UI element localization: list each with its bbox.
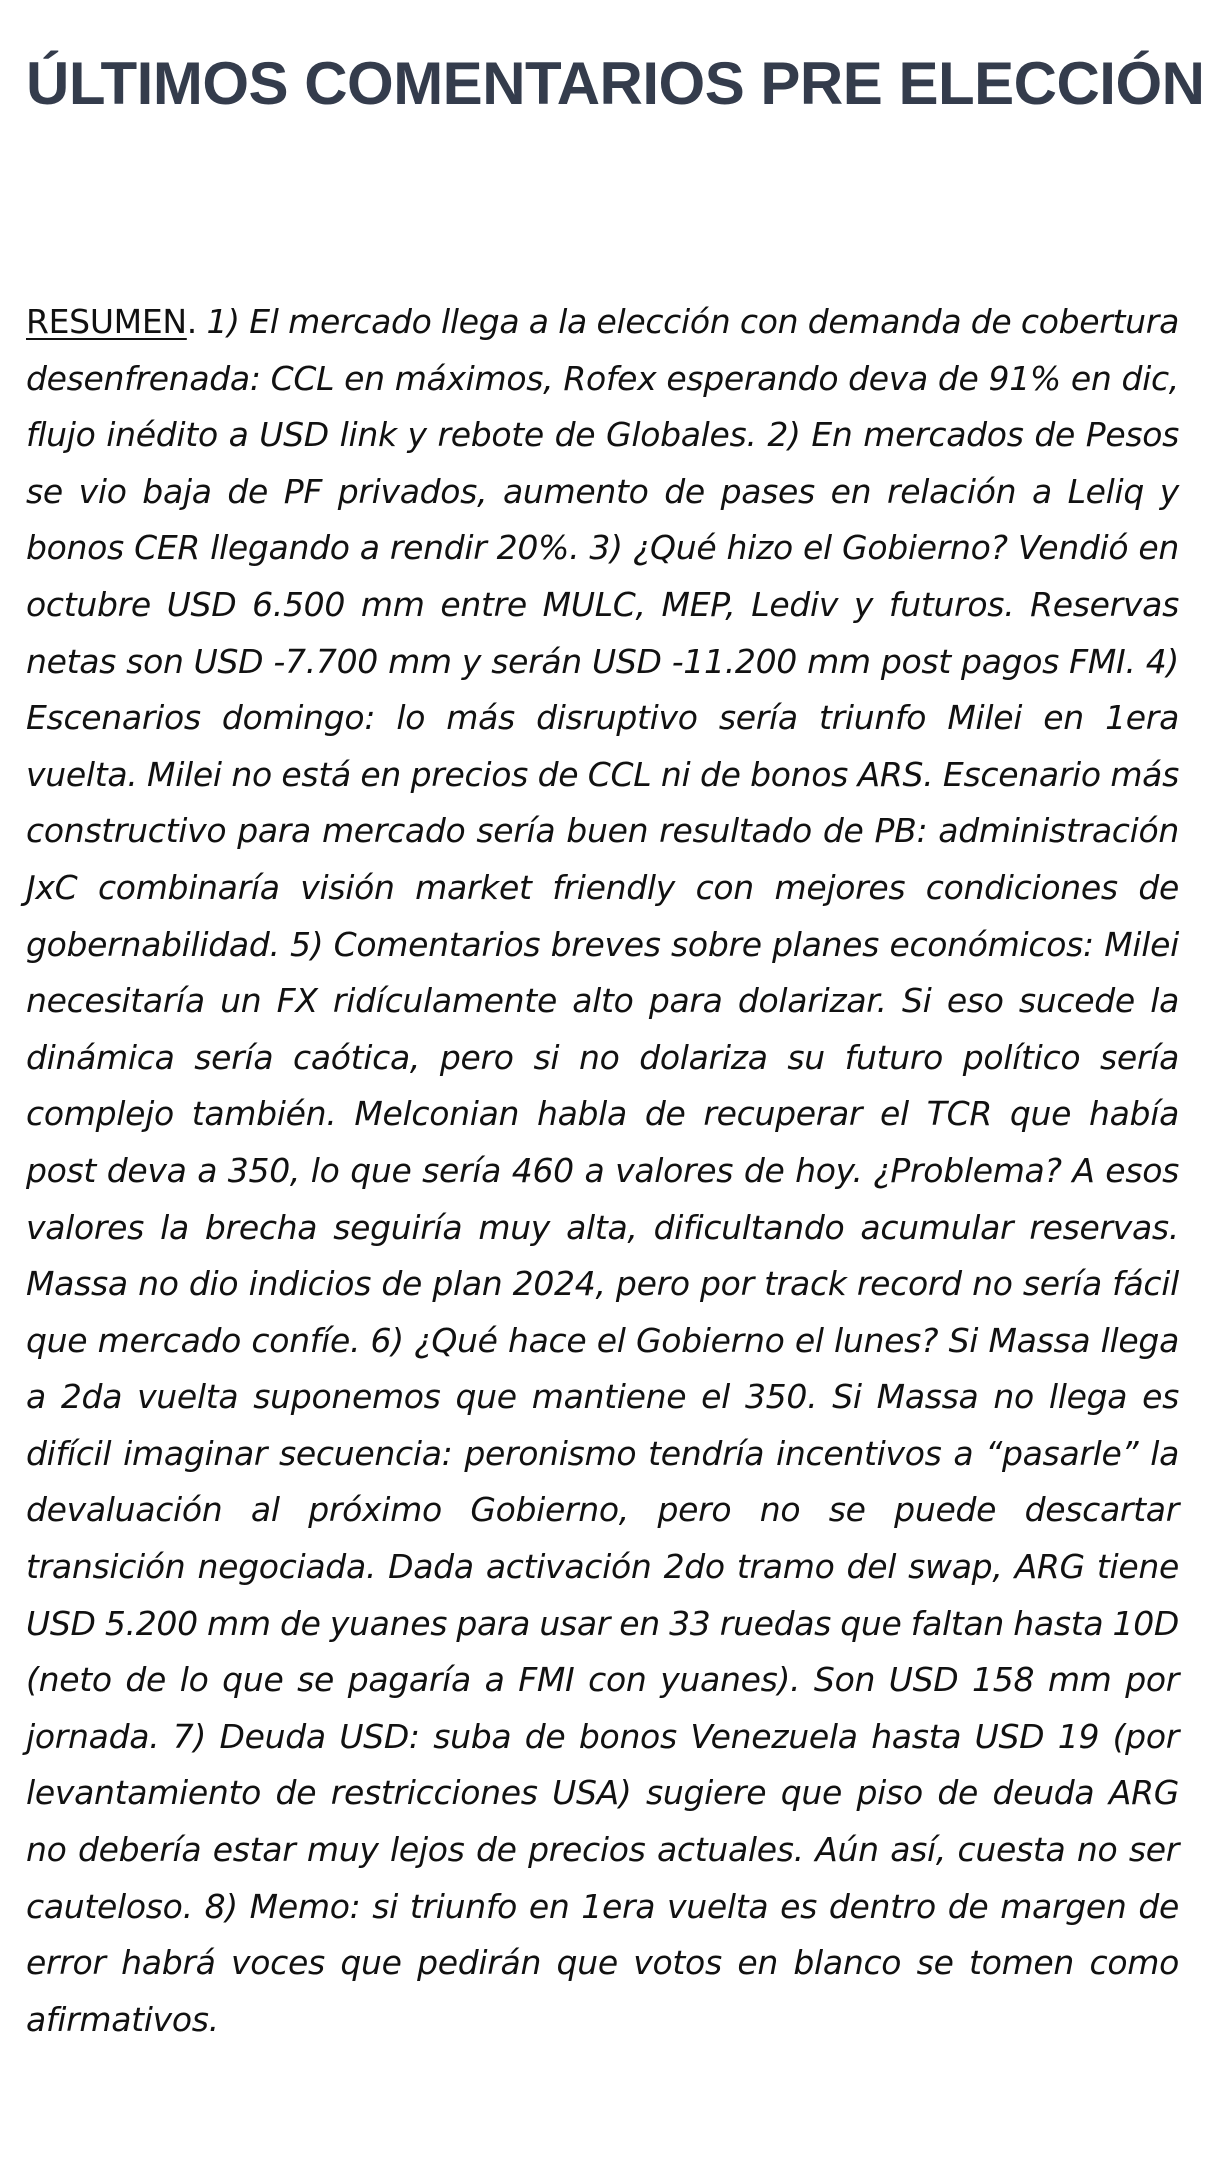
summary-body: 1) El mercado llega a la elección con demanda de cobertura desenfrenada: CCL en máximos, Rofex esperando deva de 91% en dic, flujo inédito a USD link y rebote de Globales. 2) En mercados de Pesos se vio baja de PF privados, aumento de pases en relación a Leliq y bonos CER llegando a rendir 20%. 3) ¿Qué hizo el Gobierno? Vendió en octubre USD 6.500 mm entre MULC, MEP, Lediv y futuros. Reservas netas son USD -7.700 mm y serán USD -11.200 mm post pagos FMI. 4) Escenarios domingo: lo más disruptivo sería triunfo Milei en 1era vuelta. Milei no está en precios de CCL ni de bonos ARS. Escenario más constructivo para mercado sería buen resultado de PB: administración JxC combinaría visión market friendly con mejores condiciones de gobernabilidad. 5) Comentarios breves sobre planes económicos: Milei necesitaría un FX ridículamente alto para dolarizar. Si eso sucede la dinámica sería caótica, pero si no dolariza su futuro político sería complejo también. Melconian habla de recuperar el TCR que había post deva a 350, lo que sería 460 a valores de hoy. ¿Problema? A esos valores la brecha seguiría muy alta, dificultando acumular reservas. Massa no dio indicios de plan 2024, pero por track record no sería fácil que mercado confíe. 6) ¿Qué hace el Gobierno el lunes? Si Massa llega a 2da vuelta suponemos que mantiene el 350. Si Massa no llega es difícil imaginar secuencia: peronismo tendría incentivos a “pasarle” la devaluación al próximo Gobierno, pero no se puede descartar transición negociada. Dada activación 2do tramo del swap, ARG tiene USD 5.200 mm de yuanes para usar en 33 ruedas que faltan hasta 10D (neto de lo que se pagaría a FMI con yuanes). Son USD 158 mm por jornada. 7) Deuda USD: suba de bonos Venezuela hasta USD 19 (por levantamiento de restricciones USA) sugiere que piso de deuda ARG no debería estar muy lejos de precios actuales. Aún así, cuesta no ser cauteloso. 8) Memo: si triunfo en 1era vuelta es dentro de margen de error habrá voces que pedirán que votos en blanco se tomen como afirmativos. [26,302,1179,2039]
summary-paragraph [26,294,1179,2048]
summary-lead-label: RESUMEN [26,302,187,341]
summary-lead-punct: . [186,302,197,341]
page-title: ÚLTIMOS COMENTARIOS PRE ELECCIÓN [26,50,1205,117]
